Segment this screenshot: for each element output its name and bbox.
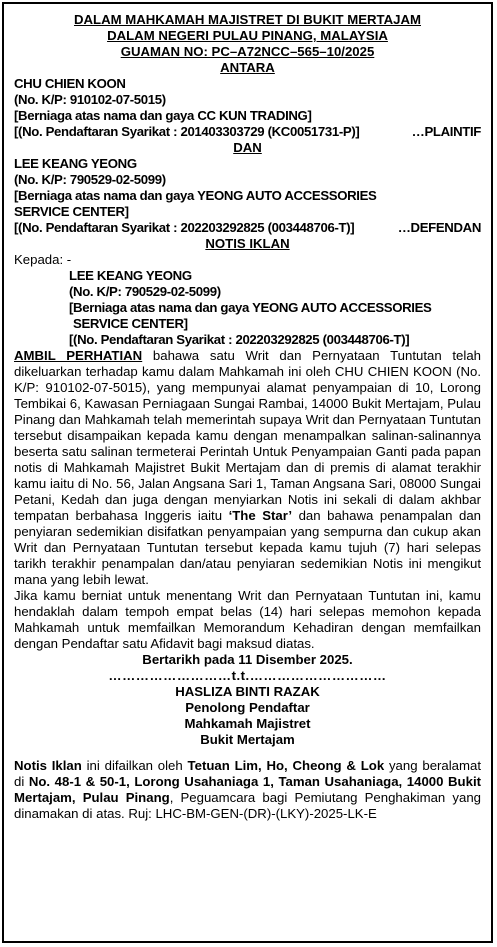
between-label: ANTARA xyxy=(220,60,275,75)
legal-notice xyxy=(2,2,493,943)
filing-lead: Notis Iklan xyxy=(14,758,82,773)
law-firm-name: Tetuan Lim, Ho, Cheong & Lok xyxy=(187,758,385,773)
law-firm-address: No. 48-1 & 50-1, Lorong Usahaniaga 1, Taman Usahaniaga, 14000 Bukit Mertajam, Pulau Pinang xyxy=(14,774,481,805)
body-text-1a: bahawa satu Writ dan Pernyataan Tuntutan telah dikeluarkan terhadap kamu dalam Mahkamah ini oleh CHU CHIEN KOON (No. K/P: 910102-07-5015), yang mempunyai alamat penyampaian di 10, Lorong Tembikai 6, Kawasan Perniagaan Sungai Rambai, 14000 Bukit Mertajam, Pulau Pinang dan Mahkamah telah memerintah supaya Writ dan Pernyataan Tuntutan tersebut disampaikan kepada kamu dengan menampalkan salinan-salinannya beserta satu salinan termeterai Perintah Untuk Penyampaian Ganti pada papan notis di Mahkamah Majistret Bukit Mertajam dan di premis di alamat terakhir kamu iaitu di No. 56, Jalan Angsana Sari 1, Taman Angsana Sari, 08000 Sungai Petani, Kedah dan juga dengan menyiarkan Notis ini sekali di dalam akhbar tempatan berbahasa Inggeris iaitu xyxy=(14,348,481,523)
signatory-title-3: Bukit Mertajam xyxy=(200,732,295,747)
defendant-reg-row xyxy=(14,220,481,236)
defendant-name: LEE KEANG YEONG xyxy=(14,156,137,171)
notice-body xyxy=(14,348,481,652)
filing-paragraph xyxy=(14,758,481,822)
signatory-name: HASLIZA BINTI RAZAK xyxy=(175,684,320,699)
body-text-1b: dan bahawa penampalan dan penyiaran sedemikian disifatkan penyampaian yang sempurna dan cukup akan Writ dan Pernyataan Tuntutan tersebut kepada kamu tujuh (7) hari selepas tarikh terakhir penampalan dan/atau penyiaran sedemikian Notis ini mengikut mana yang lebih lewat. xyxy=(14,508,481,587)
dated-line: Bertarikh pada 11 Disember 2025. xyxy=(142,652,353,667)
defendant-reg: [(No. Pendaftaran Syarikat : 202203292825 (003448706-T)] xyxy=(14,220,355,235)
notice-title: NOTIS IKLAN xyxy=(205,236,290,251)
recipient-trading-1: [Berniaga atas nama dan gaya YEONG AUTO ACCESSORIES xyxy=(69,300,432,315)
notice-lead: AMBIL PERHATIAN xyxy=(14,348,143,363)
recipient-ic: (No. K/P: 790529-02-5099) xyxy=(69,284,221,299)
signatory-title-1: Penolong Pendaftar xyxy=(185,700,310,715)
defendant-trading-2: SERVICE CENTER] xyxy=(14,204,129,219)
and-label: DAN xyxy=(233,140,262,155)
body-paragraph-2: Jika kamu berniat untuk menentang Writ dan Pernyataan Tuntutan ini, kamu hendaklah dalam tempoh empat belas (14) hari selepas memohon kepada Mahkamah untuk memfailkan Memorandum Kehadiran dengan memfailkan dengan Pendaftar satu Afidavit bagi maksud diatas. xyxy=(14,588,481,651)
suit-number: GUAMAN NO: PC–A72NCC–565–10/2025 xyxy=(120,44,375,59)
plaintiff-reg: [(No. Pendaftaran Syarikat : 201403303729 (KC0051731-P)] xyxy=(14,124,360,139)
filing-text-2: yang beralamat di xyxy=(14,758,482,789)
recipient-trading-2: SERVICE CENTER] xyxy=(73,316,188,331)
signature-line: ………………………t.t.………………………… xyxy=(108,668,387,683)
newspaper-name: ‘The Star’ xyxy=(228,508,293,523)
filing-text-1: ini difailkan oleh xyxy=(81,758,188,773)
filing-note xyxy=(14,758,481,822)
court-state: DALAM NEGERI PULAU PINANG, MALAYSIA xyxy=(107,28,388,43)
plaintiff-trading: [Berniaga atas nama dan gaya CC KUN TRADING] xyxy=(14,108,312,123)
defendant-ic: (No. K/P: 790529-02-5099) xyxy=(14,172,166,187)
plaintiff-reg-row xyxy=(14,124,481,140)
court-title: DALAM MAHKAMAH MAJISTRET DI BUKIT MERTAJAM xyxy=(73,12,421,27)
defendant-trading-1: [Berniaga atas nama dan gaya YEONG AUTO ACCESSORIES xyxy=(14,188,377,203)
filing-text-3: , Peguamcara bagi Pemiutang Penghakiman yang dinamakan di atas. Ruj: LHC-BM-GEN-(DR)-(LKY)-2025-LK-E xyxy=(14,790,481,821)
recipient-reg: [(No. Pendaftaran Syarikat : 202203292825 (003448706-T)] xyxy=(69,332,410,347)
plaintiff-ic: (No. K/P: 910102-07-5015) xyxy=(14,92,166,107)
plaintiff-role: …PLAINTIF xyxy=(411,124,481,139)
body-paragraph-1 xyxy=(14,348,481,588)
plaintiff-name: CHU CHIEN KOON xyxy=(14,76,126,91)
to-label: Kepada: - xyxy=(14,252,72,267)
signatory-title-2: Mahkamah Majistret xyxy=(184,716,311,731)
recipient-name: LEE KEANG YEONG xyxy=(69,268,192,283)
defendant-role: …DEFENDAN xyxy=(397,220,481,235)
